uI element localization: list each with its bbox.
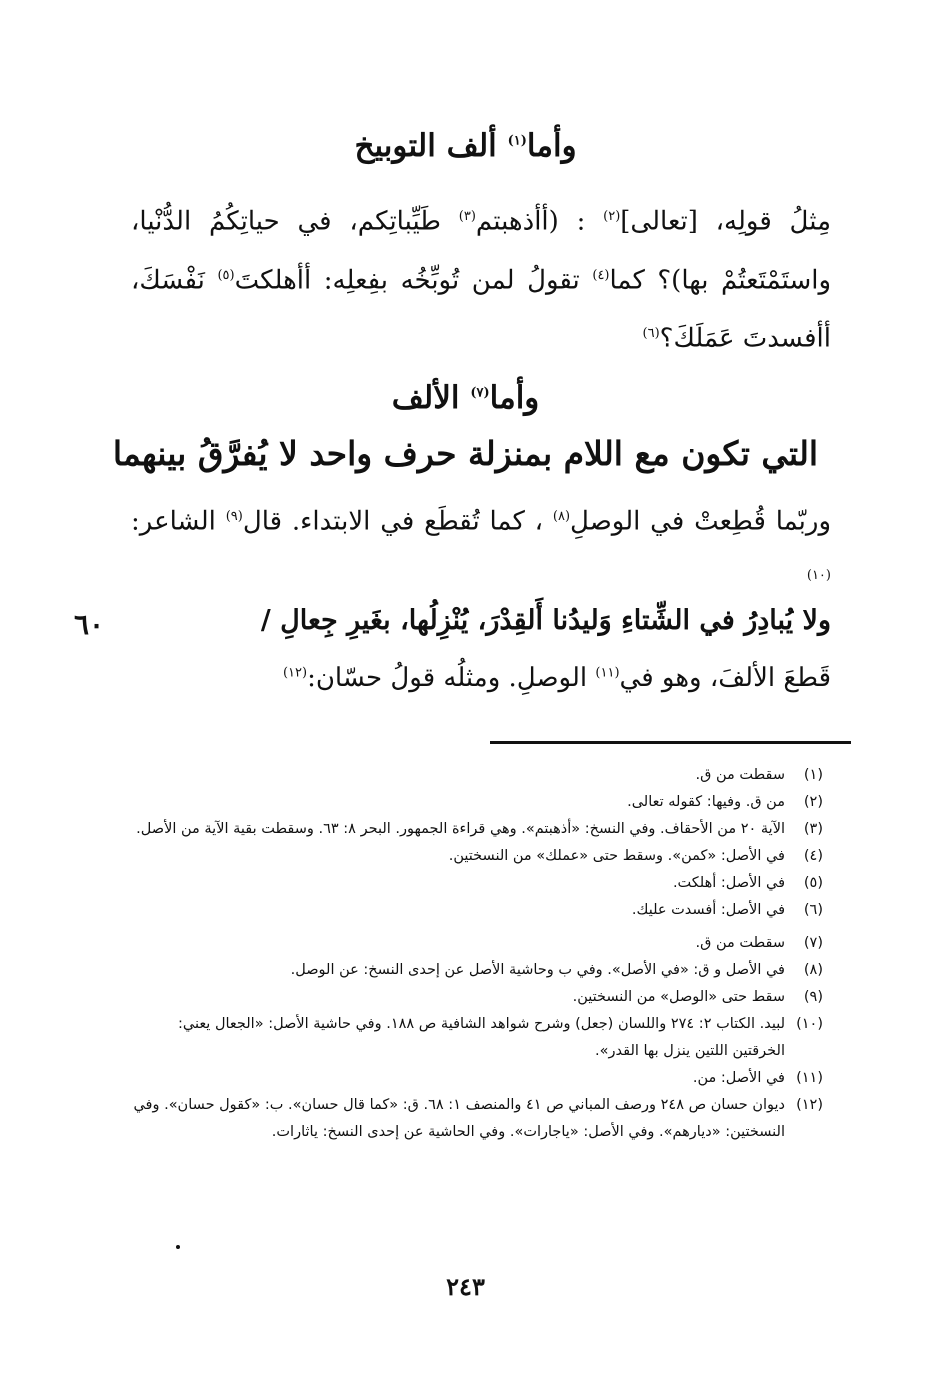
heading-prefix: وأما [526, 128, 577, 164]
paragraph-wasl [131, 490, 831, 607]
line-number: ٦٠ [74, 608, 105, 641]
footnote-text: لبيد. الكتاب ٢: ٢٧٤ واللسان (جعل) وشرح شواهد الشافية ص ١٨٨. وفي حاشية الأصل: «الجعال يعني: الخرقتين اللتين ينزل بها القدر». [177, 1016, 785, 1059]
heading-title: ألف التوبيخ [354, 128, 497, 164]
paragraph-text: ، كما تُقطَع في الابتداء. قال [242, 506, 544, 537]
footnote-number: (٩) [803, 989, 823, 1005]
paragraph-text: تقولُ لمن تُوبِّخُه بفِعلِه: أأهلكتَ [234, 265, 580, 296]
footnote-ref: (١٢) [282, 665, 308, 681]
page-number: ٢٤٣ [446, 1272, 485, 1301]
paragraph-hassan [283, 663, 831, 693]
footnote-text: الآية ٢٠ من الأحقاف. وفي النسخ: «أذهبتم». وهي قراءة الجمهور. البحر ٨: ٦٣. وسقطت بقية الآية من الأصل. [136, 821, 785, 837]
footnote-number: (١١) [796, 1070, 823, 1086]
footnote [133, 957, 823, 984]
footnote [133, 1011, 823, 1065]
footnote [133, 789, 823, 816]
footnote-number: (٨) [803, 962, 823, 978]
footnote-text: من ق. وفيها: كقوله تعالى. [627, 794, 785, 810]
footnote-ref: (٨) [552, 509, 571, 524]
footnote-number: (١) [803, 767, 823, 783]
paragraph-text: : (أأذهبتم [475, 206, 586, 237]
footnote [133, 984, 823, 1011]
footnote [133, 843, 823, 870]
footnote [133, 897, 823, 924]
footnote-text: سقطت من ق. [695, 767, 785, 783]
paragraph-text: طَيِّباتِكم، في حياتِكُمُ الدُّنْيا، واستَمْتَعتُمْ بها)؟ كما [131, 206, 832, 296]
footnote-ref: (١) [507, 133, 527, 149]
footnote-text: في الأصل: أهلكت. [672, 875, 785, 891]
footnote-ref: (١٠) [806, 567, 831, 583]
paragraph-text: قَطعَ الألفَ، وهو في [619, 663, 831, 693]
footnote-number: (٧) [803, 935, 823, 951]
footnote [133, 762, 823, 789]
heading-title: الألف [391, 380, 460, 416]
footnote-text: في الأصل: «كمن». وسقط حتى «عملك» من النسختين. [448, 848, 785, 864]
paragraph-text: الشاعر: [131, 506, 216, 537]
footnote-ref: (١١) [595, 665, 620, 681]
footnote [133, 870, 823, 897]
footnote-number: (٥) [803, 875, 823, 891]
footnote-number: (٣) [803, 821, 823, 837]
section-heading-alif [0, 380, 931, 416]
footnote-ref: (٧) [470, 385, 490, 401]
footnote-ref: (٢) [603, 209, 621, 224]
footnote-text: في الأصل: أفسدت عليك. [631, 902, 785, 918]
section-subheading: التي تكون مع اللام بمنزلة حرف واحد لا يُفرَّقُ بينهما [112, 434, 819, 473]
footnote-number: (٢) [803, 794, 823, 810]
footnotes [133, 762, 823, 1146]
footnote-ref: (٤) [592, 267, 610, 283]
footnote-number: (٤) [803, 848, 823, 864]
footnote-ref: (٣) [458, 209, 476, 224]
footnote [133, 1092, 823, 1146]
footnote-text: ديوان حسان ص ٢٤٨ ورصف المباني ص ٤١ والمنصف ١: ٦٨. ق: «كما قال حسان». ب: «كقول حسان». وفي النسختين: «ديارهم». وفي الأصل: «ياجارات». وفي الحاشية عن إحدى النسخ: ياثارات. [133, 1097, 785, 1140]
section-heading-tawbikh [0, 128, 931, 164]
footnote-number: (٦) [803, 902, 823, 918]
heading-prefix: وأما [489, 380, 540, 416]
paragraph-text: الوصلِ. ومثلُه قولُ حسّان: [307, 663, 588, 693]
footnote-ref: (٥) [217, 267, 235, 283]
footnote-ref: (٩) [225, 509, 243, 524]
footnote-divider [490, 741, 851, 744]
footnote-number: (١٠) [796, 1016, 823, 1032]
footnote-text: في الأصل و ق: «في الأصل». وفي ب وحاشية الأصل عن إحدى النسخ: عن الوصل. [290, 962, 785, 978]
ink-speck [176, 1245, 180, 1249]
paragraph-tawbikh [131, 190, 831, 366]
footnote [133, 816, 823, 843]
footnote [133, 1065, 823, 1092]
footnote [133, 930, 823, 957]
footnote-text: سقط حتى «الوصل» من النسختين. [572, 989, 785, 1005]
paragraph-text: مِثلُ قولِه، [تعالى] [620, 206, 832, 237]
footnote-number: (١٢) [796, 1097, 823, 1113]
paragraph-text: نَفْسَكَ، أأفسدتَ عَمَلَكَ؟ [131, 265, 831, 354]
footnote-ref: (٦) [642, 326, 660, 342]
poetry-verse: ولا يُبادِرُ في الشِّتاءِ وَليدُنا أَلقِدْرَ، يُنْزِلُها، بغَيرِ جِعالِ / [260, 605, 831, 636]
footnote-text: سقطت من ق. [695, 935, 785, 951]
paragraph-text: وربّما قُطِعتْ في الوصلِ [570, 506, 832, 537]
footnote-text: في الأصل: من. [692, 1070, 785, 1086]
